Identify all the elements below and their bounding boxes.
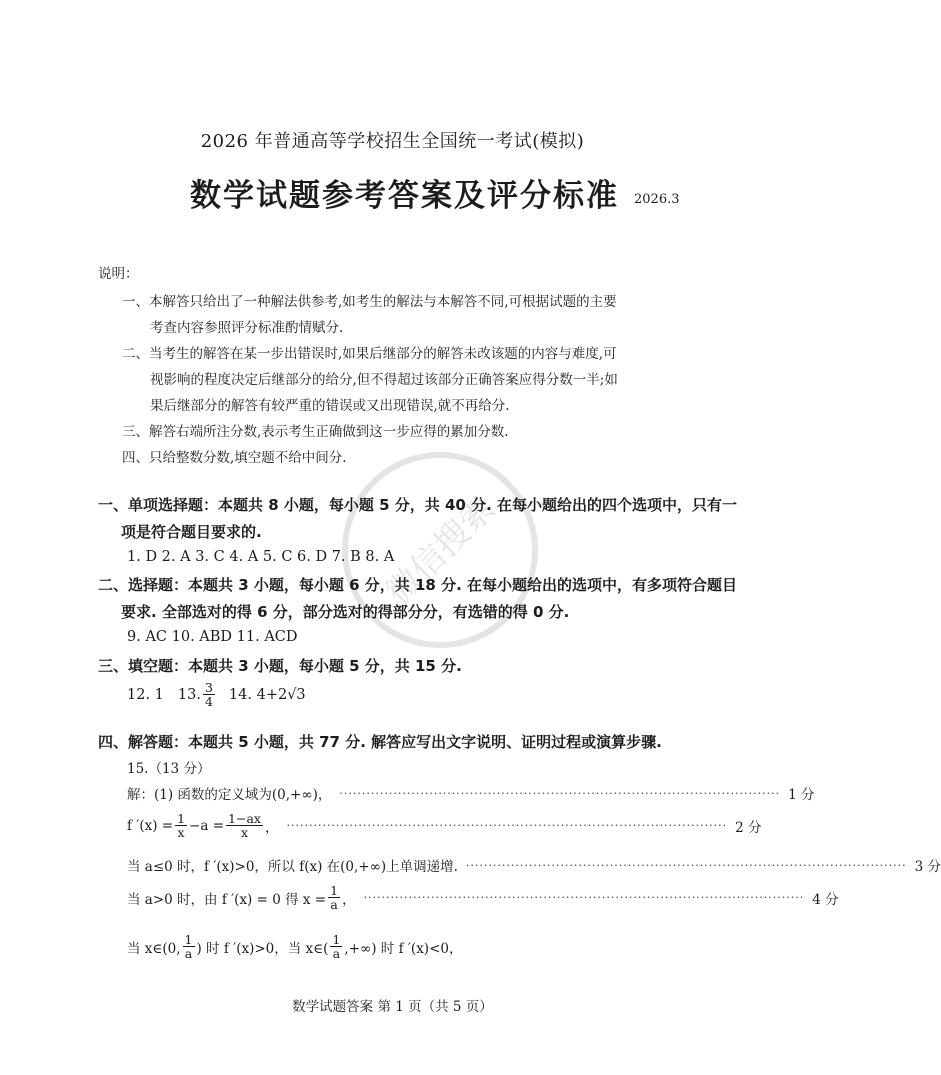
leader-dots: ··································································································: [465, 858, 907, 872]
answer-13-fraction: [203, 681, 215, 708]
fraction-denominator: x: [177, 825, 185, 841]
section2-header-line2: 要求. 全部选对的得 6 分，部分选对的得部分分，有选错的得 0 分.: [121, 603, 570, 621]
fraction-1-over-a: [330, 933, 342, 960]
solution-line-2: [127, 811, 762, 841]
note-line-7: 四、只给整数分数,填空题不给中间分.: [122, 450, 347, 466]
fraction-numerator: 1−ax: [228, 811, 261, 826]
solution-line-5: [127, 933, 462, 960]
solution-line-5-b: ) 时 f ′(x)>0，当 x∈(: [196, 940, 329, 957]
score-1: 1 分: [788, 787, 815, 803]
solution-line-1-text: 解：(1) 函数的定义域为(0,+∞)，: [127, 787, 332, 803]
document-title: 数学试题参考答案及评分标准: [190, 178, 619, 214]
section4-header: 四、解答题：本题共 5 小题，共 77 分. 解答应写出文字说明、证明过程或演算步骤.: [98, 733, 662, 751]
solution-line-3-text: 当 a≤0 时，f ′(x)>0，所以 f(x) 在(0,+∞)上单调递增.: [127, 859, 458, 875]
section3-answers: [127, 681, 306, 708]
solution-line-5-c: ,+∞) 时 f ′(x)<0，: [344, 940, 463, 957]
answer-13-numerator: 3: [204, 680, 213, 695]
solution-line-4-suffix: ，: [342, 891, 356, 908]
leader-dots: ··································································································: [286, 819, 728, 833]
fraction-numerator: 1: [184, 932, 193, 947]
section1-answers: 1. D 2. A 3. C 4. A 5. C 6. D 7. B 8. A: [127, 549, 395, 565]
answer-14: 14. 4+2√3: [228, 686, 306, 703]
fraction-denominator: x: [240, 825, 249, 841]
document-date: 2026.3: [634, 192, 680, 207]
note-line-2: 考查内容参照评分标准酌情赋分.: [150, 320, 344, 336]
exam-subtitle: 2026 年普通高等学校招生全国统一考试(模拟): [200, 131, 585, 152]
section2-header-line1: 二、选择题：本题共 3 小题，每小题 6 分，共 18 分. 在每小题给出的选项中，有多项符合题目: [98, 576, 738, 594]
page-footer: 数学试题答案 第 1 页（共 5 页）: [292, 999, 493, 1015]
section2-answers: 9. AC 10. ABD 11. ACD: [127, 629, 298, 645]
score-2: 2 分: [735, 819, 762, 836]
fraction-1-minus-ax-over-x: [226, 812, 263, 839]
fraction-1-over-x: [175, 812, 187, 839]
solution-line-4: [127, 883, 839, 913]
note-line-6: 三、解答右端所注分数,表示考生正确做到这一步应得的累加分数.: [122, 424, 509, 440]
section1-header-line1: 一、单项选择题：本题共 8 小题，每小题 5 分，共 40 分. 在每小题给出的四个选项中，只有一: [98, 496, 738, 514]
note-line-3: 二、当考生的解答在某一步出错误时,如果后继部分的解答未改该题的内容与难度,可: [122, 346, 617, 362]
solution-line-3: [127, 855, 941, 875]
note-line-5: 果后继部分的解答有较严重的错误或又出现错误,就不再给分.: [150, 398, 510, 414]
fraction-1-over-a: [183, 933, 195, 960]
leader-dots: ··································································································: [363, 891, 805, 905]
leader-dots: ··································································································: [339, 786, 781, 800]
fraction-numerator: 1: [177, 811, 186, 826]
fraction-denominator: a: [332, 946, 341, 962]
fraction-numerator: 1: [330, 883, 339, 898]
answer-12: 12. 1: [127, 686, 164, 703]
solution-line-4-text: 当 a>0 时，由 f ′(x) = 0 得 x =: [127, 891, 327, 908]
solution-line-1: [127, 783, 815, 803]
score-3: 3 分: [914, 859, 941, 875]
fraction-numerator: 1: [332, 932, 341, 947]
score-4: 4 分: [812, 891, 839, 908]
solution-line-5-a: 当 x∈(0,: [127, 940, 181, 957]
section1-header-line2: 项是符合题目要求的.: [121, 523, 262, 541]
watermark-label: 微信搜索: [378, 488, 503, 613]
fraction-denominator: a: [184, 946, 193, 962]
note-line-1: 一、本解答只给出了一种解法供参考,如考生的解法与本解答不同,可根据试题的主要: [122, 294, 617, 310]
derivative-prefix: f ′(x) =: [127, 817, 174, 834]
note-line-4: 视影响的程度决定后继部分的给分,但不得超过该部分正确答案应得分数一半;如: [150, 372, 618, 388]
notes-label: 说明：: [98, 266, 139, 282]
derivative-mid: −a =: [189, 817, 225, 834]
fraction-denominator: a: [330, 897, 338, 913]
question-15-label: 15.（13 分）: [127, 761, 211, 777]
derivative-suffix: ，: [264, 819, 279, 836]
fraction-1-over-a: [328, 884, 340, 911]
answer-13-label: 13.: [177, 686, 201, 703]
section3-header: 三、填空题：本题共 3 小题，每小题 5 分，共 15 分.: [98, 657, 462, 675]
answer-13-denominator: 4: [204, 694, 213, 710]
